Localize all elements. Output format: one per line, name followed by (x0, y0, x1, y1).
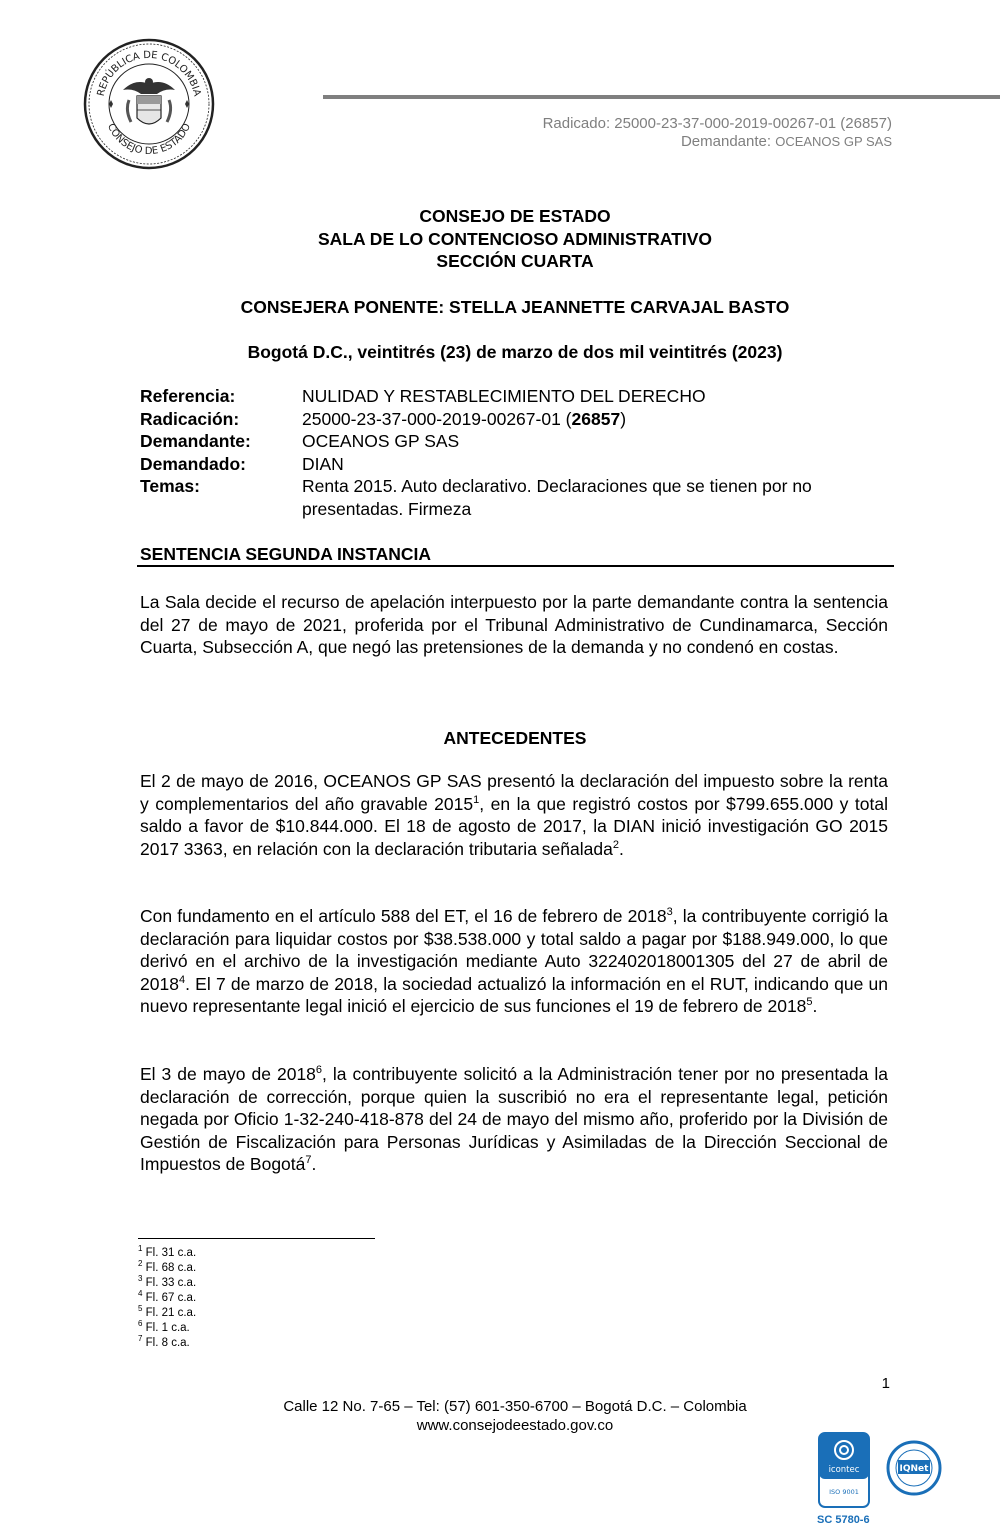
header-radicado: Radicado: 25000-23-37-000-2019-00267-01 (26857) (542, 115, 892, 132)
iqnet-certification-icon (886, 1440, 942, 1496)
page-number: 1 (881, 1375, 890, 1392)
footnote-ref-5[interactable]: 5 (806, 996, 813, 1009)
date-line: Bogotá D.C., veintitrés (23) de marzo de dos mil veintitrés (2023) (247, 342, 783, 362)
reference-row: Referencia: NULIDAD Y RESTABLECIMIENTO DEL DERECHO (140, 386, 706, 406)
demandante-row: Demandante: OCEANOS GP SAS (140, 431, 460, 451)
temas-row: Temas: Renta 2015. Auto declarativo. Declaraciones que se tienen por no presentadas. Firmeza (140, 476, 812, 519)
sentencia-heading-rule (137, 565, 894, 567)
svg-text:REPÚBLICA DE COLOMBIA: REPÚBLICA DE COLOMBIA (95, 49, 203, 98)
footnote-ref-3[interactable]: 3 (666, 906, 673, 919)
footnote: $^7$ Fl. 8 c.a. (138, 1334, 190, 1349)
header-rule (323, 95, 1000, 99)
header-radicado-block (543, 115, 892, 151)
footer (140, 1397, 890, 1435)
antecedentes-paragraph-1: El 2 de mayo de 2016, OCEANOS GP SAS presentó la declaración del impuesto sobre la renta y complementarios del año gravable 2015$^1$, en la que registró costos por $799.655.000 y total saldo a favor de $10.844.000. El 18 de agosto de 2017, la DIAN inició investigación GO 2015 2017 3363, en relación con la declaración tributaria señalada$^2$. (140, 771, 889, 859)
intro-paragraph: La Sala decide el recurso de apelación interpuesto por la parte demandante contra la sentencia del 27 de mayo de 2021, proferida por el Tribunal Administrativo de Cundinamarca, Sección Cuarta, Subsección A, que negó las pretensiones de la demanda y no condenó en costas. (140, 592, 888, 657)
svg-text:CONSEJO DE ESTADO: CONSEJO DE ESTADO (104, 121, 194, 158)
antecedentes-paragraph-3: El 3 de mayo de 2018$^6$, la contribuyente solicitó a la Administración tener por no presentada la declaración de corrección, porque quien la suscribió no era el representante legal, petición negada por Oficio 1-32-240-418-878 del 24 de mayo del mismo año, proferido por la División de Gestión de Fiscalización para Personas Jurídicas y Asimiladas de la Dirección Seccional de Impuestos de Bogotá$^7$. (140, 1064, 889, 1174)
footer-address: Calle 12 No. 7-65 – Tel: (57) 601-350-6700 – Bogotá D.C. – Colombia (283, 1398, 747, 1415)
court-chamber: SALA DE LO CONTENCIOSO ADMINISTRATIVO (317, 228, 713, 249)
footnote: $^2$ Fl. 68 c.a. (138, 1259, 197, 1274)
court-name: CONSEJO DE ESTADO (419, 206, 611, 226)
svg-text:IQNet: IQNet (899, 1464, 929, 1474)
certification-code: SC 5780-6 (817, 1514, 870, 1526)
footnote: $^4$ Fl. 67 c.a. (138, 1289, 197, 1304)
footnote-ref-1[interactable]: 1 (473, 793, 480, 806)
icontec-certification-icon (818, 1432, 870, 1508)
header-demandante: Demandante: OCEANOS GP SAS (680, 133, 892, 150)
footnote: $^6$ Fl. 1 c.a. (138, 1319, 190, 1334)
court-title-block (140, 205, 890, 273)
footnote-separator (138, 1238, 375, 1239)
svg-text:icontec: icontec (828, 1465, 860, 1475)
reference-table (140, 385, 890, 520)
footnote: $^3$ Fl. 33 c.a. (138, 1274, 197, 1289)
demandado-row: Demandado: DIAN (140, 453, 344, 474)
sentencia-heading: SENTENCIA SEGUNDA INSTANCIA (140, 544, 432, 564)
footnote-ref-7[interactable]: 7 (305, 1154, 312, 1167)
footnote-ref-4[interactable]: 4 (178, 973, 186, 986)
footnote-ref-6[interactable]: 6 (315, 1064, 323, 1077)
court-section: SECCIÓN CUARTA (436, 251, 594, 271)
footnotes (138, 1246, 196, 1351)
radicacion-row: Radicación: 25000-23-37-000-2019-00267-01 (26857) (140, 408, 627, 429)
ponente-line: CONSEJERA PONENTE: STELLA JEANNETTE CARVAJAL BASTO (240, 297, 790, 317)
antecedentes-paragraph-2: Con fundamento en el artículo 588 del ET, el 16 de febrero de 2018$^3$, la contribuyente corrigió la declaración para liquidar costos por $38.538.000 y total saldo a pagar por $188.949.000, lo que derivó en el archivo de la investigación mediante Auto 322402018001305 del 27 de abril de 2018$^4$. El 7 de marzo de 2018, la sociedad actualizó la información en el RUT, indicando que un nuevo representante legal inició el ejercicio de sus funciones el 19 de febrero de 2018$^5$. (140, 906, 888, 1016)
antecedentes-heading: ANTECEDENTES (443, 728, 587, 748)
consejo-de-estado-seal-icon (83, 38, 215, 170)
footnote-ref-2[interactable]: 2 (612, 838, 619, 851)
svg-text:ISO 9001: ISO 9001 (829, 1488, 859, 1496)
footnote: $^1$ Fl. 31 c.a. (138, 1244, 197, 1259)
footnote: $^5$ Fl. 21 c.a. (138, 1304, 197, 1319)
footer-website-link[interactable]: www.consejodeestado.gov.co (416, 1417, 614, 1434)
